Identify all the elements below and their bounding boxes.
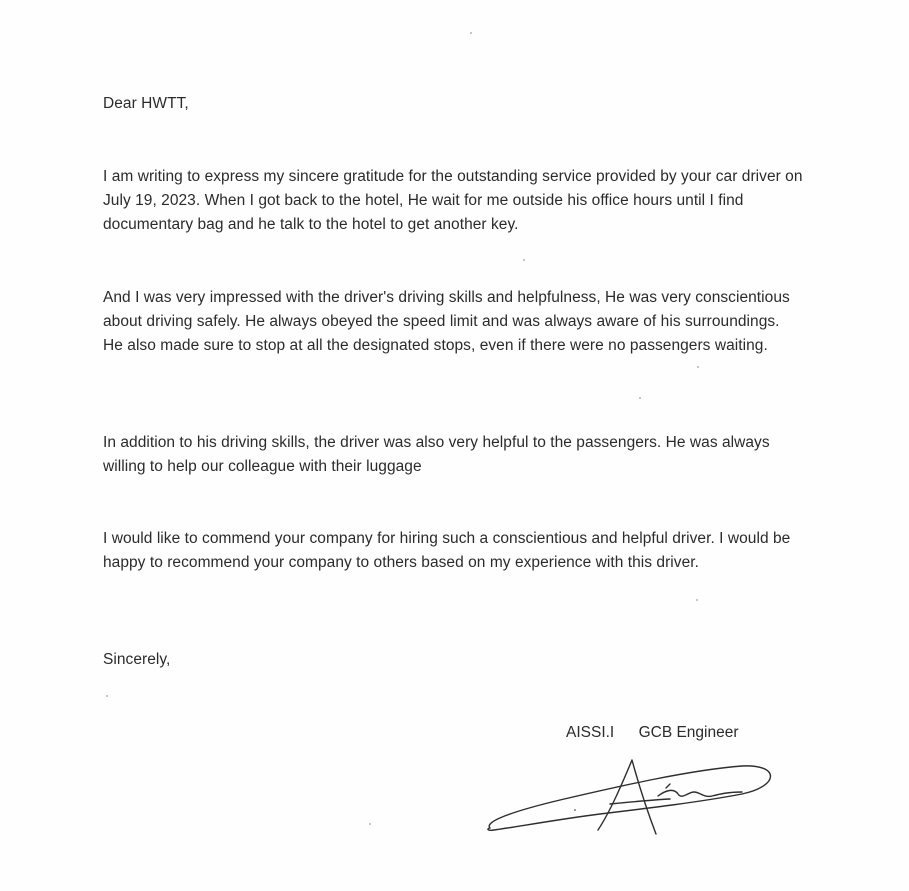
signer-title: GCB Engineer	[638, 724, 739, 741]
handwritten-signature	[480, 752, 780, 842]
closing: Sincerely,	[103, 651, 171, 668]
paragraph-commendation: I would like to commend your company for hiring such a conscientious and helpful driver. I would be happy to recommend your company to others based on my experience with this driver.	[103, 530, 791, 571]
scan-speck	[106, 695, 108, 697]
scan-speck	[470, 32, 472, 34]
scan-speck	[697, 366, 699, 368]
signer-name: AISSI.I	[566, 724, 615, 741]
scan-speck	[639, 397, 641, 399]
paragraph-helpfulness: In addition to his driving skills, the driver was also very helpful to the passengers. He was always willing to help our colleague with their luggage	[103, 434, 770, 475]
scan-speck	[369, 823, 371, 825]
scan-speck	[696, 599, 698, 601]
signer-block	[566, 721, 739, 745]
paragraph-driving-skills: And I was very impressed with the driver's driving skills and helpfulness, He was very conscientious about driving safely. He always obeyed the speed limit and was always aware of his surroundings. He also made sure to stop at all the designated stops, even if there were no passengers waiting.	[103, 289, 790, 354]
paragraph-gratitude: I am writing to express my sincere gratitude for the outstanding service provided by your car driver on July 19, 2023. When I got back to the hotel, He wait for me outside his office hours until I find documentary bag and he talk to the hotel to get another key.	[103, 168, 803, 233]
scan-speck	[523, 259, 525, 261]
salutation: Dear HWTT,	[103, 95, 189, 112]
